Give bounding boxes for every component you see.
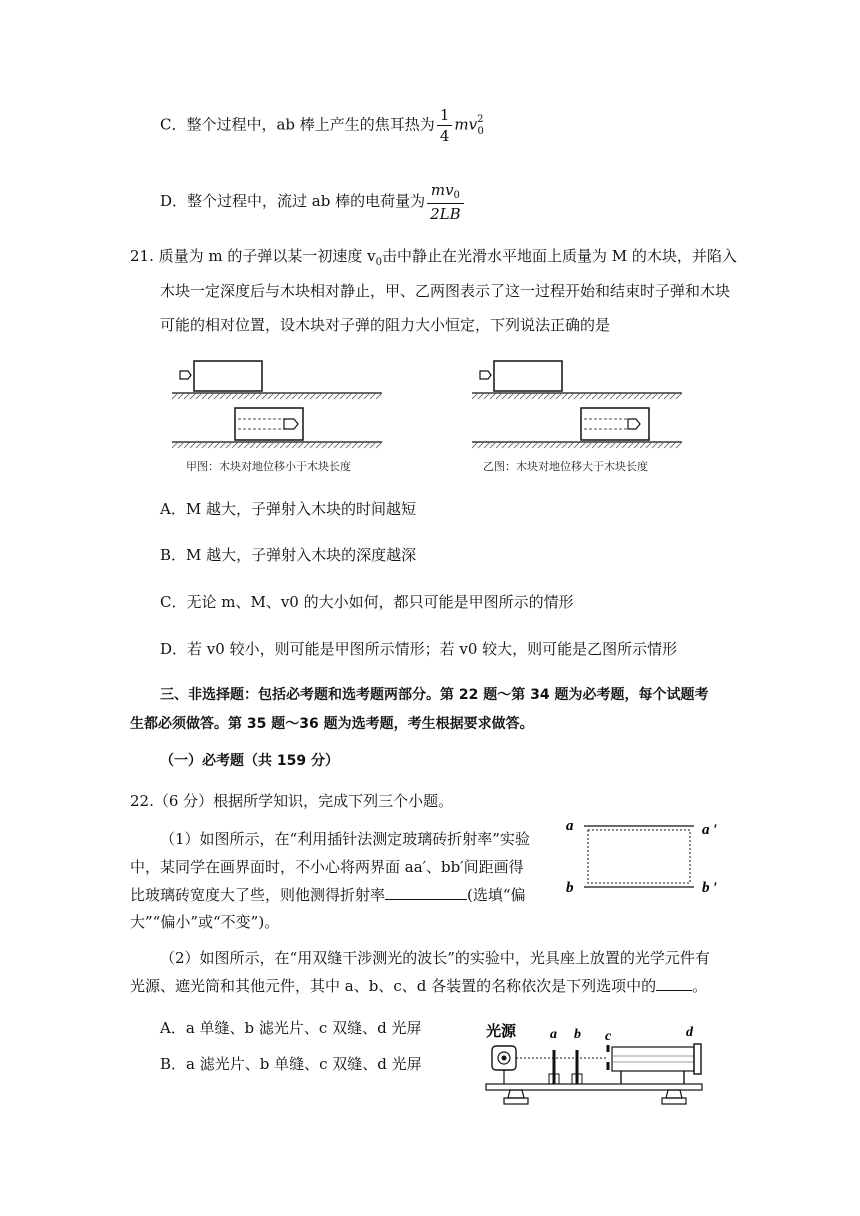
caption-yi: 乙图：木块对地位移大于木块长度 [483, 460, 648, 473]
q22-option-a: A．a 单缝、b 滤光片、c 双缝、d 光屏 [160, 1019, 422, 1037]
section3-line1: 三、非选择题：包括必考题和选考题两部分。第 22 题～第 34 题为必考题，每个试题考 [160, 687, 709, 703]
ground-hatch [172, 393, 382, 399]
fraction [427, 180, 464, 224]
fraction [437, 105, 453, 146]
figure-jia [172, 355, 392, 450]
figure-yi [472, 355, 692, 450]
q22-head: 22.（6 分）根据所学知识，完成下列三个小题。 [130, 792, 454, 810]
fraction-numerator: $mv_0$ [427, 180, 464, 204]
section3-sub: （一）必考题（共 159 分） [160, 753, 339, 769]
jia-block-before [194, 361, 262, 391]
glass-block-figure [560, 812, 730, 898]
q21-option-b: B．M 越大，子弹射入木块的深度越深 [160, 546, 417, 564]
option-label: D． [160, 192, 188, 210]
fraction-denominator: 4 [439, 127, 450, 145]
option-label: C． [160, 115, 187, 134]
q22-p1-line1: （1）如图所示，在“利用插针法测定玻璃砖折射率”实验 [160, 830, 530, 848]
jia-block-after [235, 408, 303, 440]
glass-label-a-prime: a ′ [702, 822, 718, 838]
formula-tail: mv [454, 115, 478, 134]
yi-block-after [581, 408, 649, 440]
glass-label-a: a [566, 818, 574, 834]
yi-bullet-before [480, 371, 491, 379]
fraction-denominator: 2LB [430, 205, 461, 223]
bench-label-source: 光源 [486, 1024, 517, 1040]
bench-label-c: c [605, 1029, 612, 1044]
option-text: 整个过程中，ab 棒上产生的焦耳热为 [186, 115, 435, 134]
q22-p1-line2: 中，某同学在画界面时，不小心将两界面 aa′、bb′间距画得 [130, 858, 524, 876]
glass-block [588, 830, 690, 883]
bench-label-a: a [550, 1027, 557, 1042]
question-number: 21. [130, 247, 154, 265]
q22-p1-line3: 比玻璃砖宽度大了些，则他测得折射率 (选填“偏 [130, 886, 526, 904]
optical-rail [486, 1084, 702, 1090]
option-c-prev: C．整个过程中，ab 棒上产生的焦耳热为 $\frac{1}{4}$ $mv^2_0$ [160, 106, 484, 145]
bench-label-b: b [574, 1027, 581, 1042]
fraction-numerator: 1 [437, 105, 453, 126]
q21-stem-line3: 可能的相对位置，设木块对子弹的阻力大小恒定，下列说法正确的是 [160, 316, 611, 334]
q22-option-b: B．a 滤光片、b 单缝、c 双缝、d 光屏 [160, 1055, 422, 1073]
light-shield-tube [612, 1047, 694, 1071]
q21-stem-line1: 21. 质量为 m 的子弹以某一初速度 $v_0$击中静止在光滑水平地面上质量为 M 的木块，并陷入 [130, 247, 737, 268]
element-d [694, 1044, 701, 1074]
bench-label-d: d [686, 1025, 693, 1040]
jia-bullet-before [180, 371, 191, 379]
q22-p1-line4: 大”“偏小”或“不变”)。 [130, 913, 280, 931]
q21-option-a: A．M 越大，子弹射入木块的时间越短 [160, 500, 416, 518]
optical-bench-figure [484, 1020, 724, 1112]
yi-block-before [494, 361, 562, 391]
section3-line2: 生都必须做答。第 35 题～36 题为选考题，考生根据要求做答。 [130, 716, 534, 732]
glass-label-b-prime: b ′ [702, 880, 718, 896]
option-d-prev [160, 180, 466, 224]
q22-p2-line1: （2）如图所示，在“用双缝干涉测光的波长”的实验中，光具座上放置的光学元件有 [160, 949, 710, 967]
q21-stem-line2: 木块一定深度后与木块相对静止，甲、乙两图表示了这一过程开始和结束时子弹和木块 [160, 282, 731, 300]
glass-label-b: b [566, 880, 574, 896]
answer-blank[interactable] [385, 899, 467, 900]
q21-option-c: C．无论 m、M、v0 的大小如何，都只可能是甲图所示的情形 [160, 593, 574, 611]
caption-jia: 甲图：木块对地位移小于木块长度 [186, 460, 351, 473]
option-text: 整个过程中，流过 ab 棒的电荷量为 [187, 192, 426, 210]
q22-p2-line2: 光源、遮光筒和其他元件，其中 a、b、c、d 各装置的名称依次是下列选项中的 。 [130, 977, 708, 995]
q21-option-d: D．若 v0 较小，则可能是甲图所示情形；若 v0 较大，则可能是乙图所示情形 [160, 640, 678, 658]
answer-blank[interactable] [656, 990, 692, 991]
